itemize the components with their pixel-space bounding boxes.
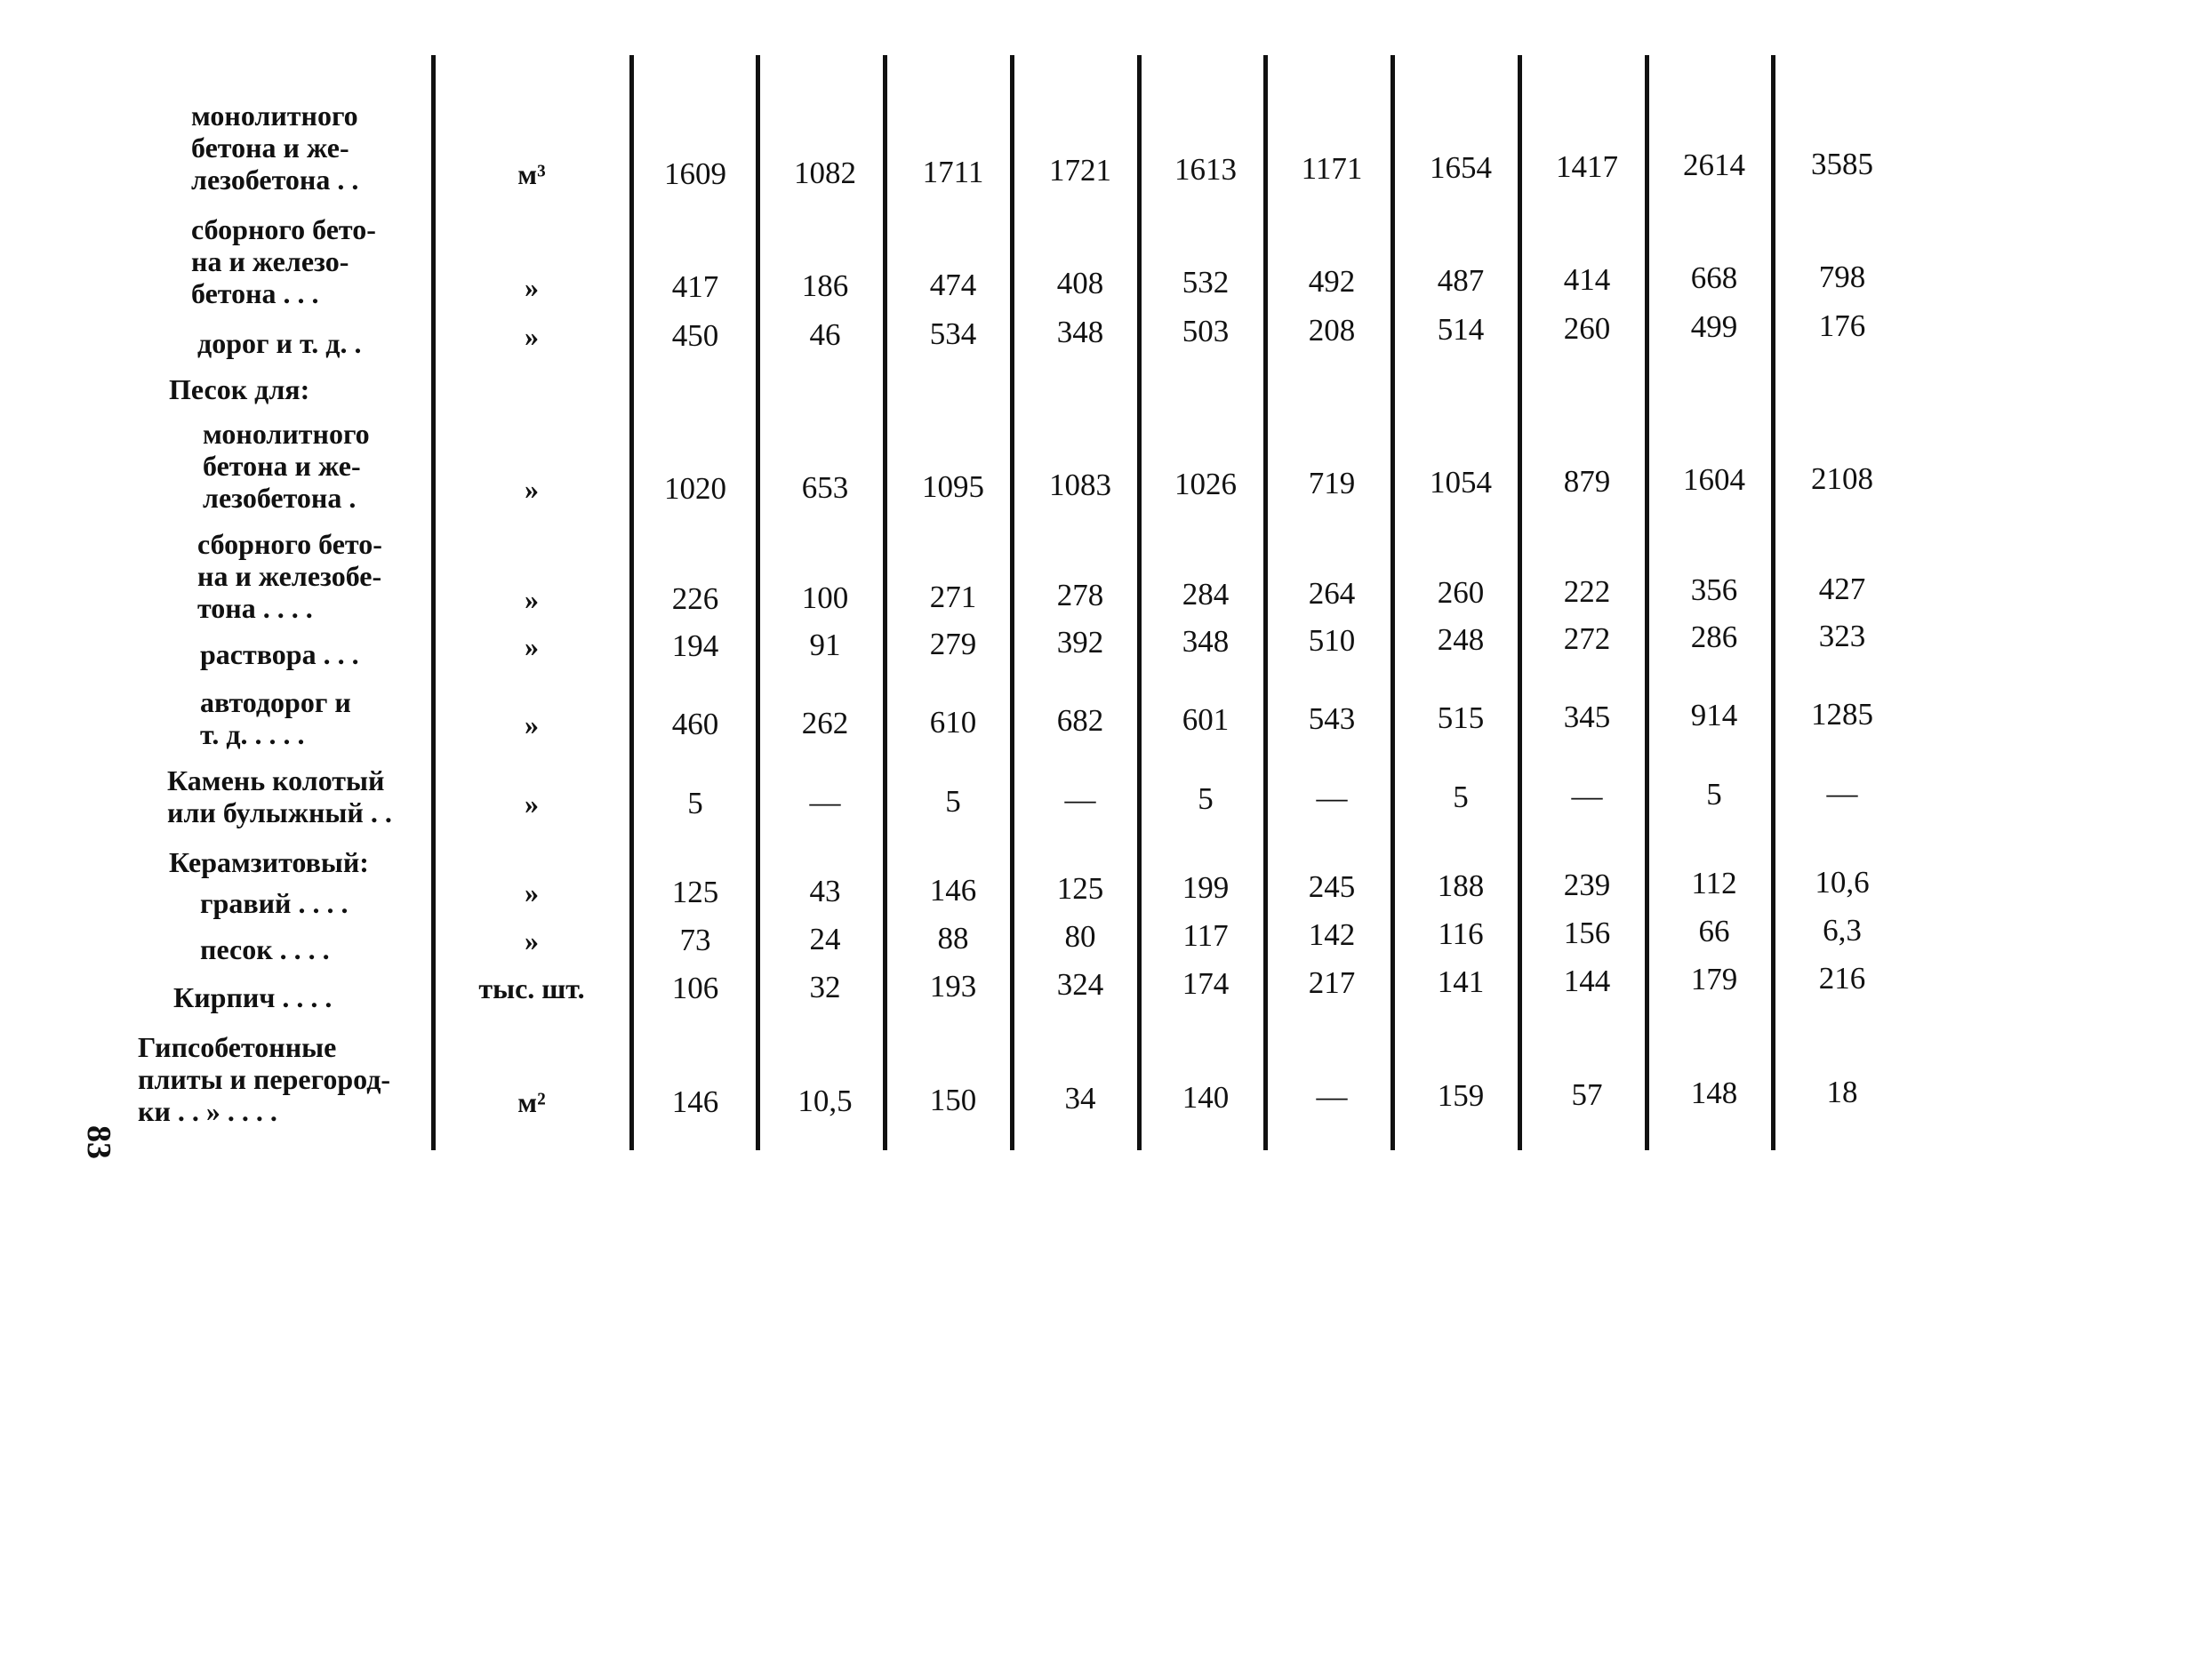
value-cell: 272 [1563, 621, 1611, 656]
row-label: Керамзитовый: [169, 846, 369, 878]
unit-cell: » [525, 708, 539, 740]
value-cell: 284 [1182, 577, 1230, 612]
value-cell: 348 [1056, 315, 1104, 349]
value-cell: 414 [1563, 262, 1611, 297]
value-cell: 260 [1437, 575, 1485, 610]
row-label: гравий . . . . [200, 887, 349, 919]
value-cell: 417 [671, 269, 719, 304]
value-cell: 1082 [794, 156, 856, 190]
value-cell: 1285 [1811, 697, 1873, 732]
value-cell: 216 [1818, 961, 1866, 996]
unit-cell: » [525, 473, 539, 505]
value-cell: — [809, 785, 841, 820]
value-cell: 450 [671, 318, 719, 353]
value-cell: 179 [1690, 962, 1738, 996]
value-cell: 5 [687, 786, 703, 820]
unit-cell: » [525, 788, 539, 820]
value-cell: 193 [929, 969, 977, 1004]
value-cell: 323 [1818, 619, 1866, 653]
value-cell: — [1316, 780, 1348, 815]
value-cell: 1721 [1049, 153, 1111, 188]
value-cell: 487 [1437, 263, 1485, 298]
row-label: бетона и же- [191, 132, 349, 164]
value-cell: 199 [1182, 870, 1230, 905]
value-cell: 156 [1563, 916, 1611, 950]
value-cell: 146 [671, 1084, 719, 1119]
value-cell: 1020 [664, 471, 726, 506]
value-cell: 279 [929, 627, 977, 661]
value-cell: 1171 [1301, 151, 1363, 186]
row-label: лезобетона . [203, 482, 357, 514]
value-cell: 24 [809, 922, 841, 956]
value-cell: 194 [671, 628, 719, 663]
value-cell: 73 [679, 923, 711, 957]
value-cell: 18 [1826, 1075, 1858, 1109]
value-cell: 91 [809, 628, 841, 662]
value-cell: 345 [1563, 700, 1611, 734]
row-label: песок . . . . [200, 933, 330, 965]
value-cell: 5 [1453, 780, 1469, 814]
value-cell: 142 [1308, 917, 1356, 952]
value-cell: 226 [671, 581, 719, 616]
row-label: автодорог и [200, 686, 351, 718]
column-rule [431, 55, 436, 1150]
value-cell: 601 [1182, 702, 1230, 737]
row-label: тона . . . . [197, 592, 313, 624]
value-cell: 1417 [1556, 149, 1618, 184]
value-cell: 10,5 [797, 1084, 853, 1118]
value-cell: 46 [809, 317, 841, 352]
value-cell: 174 [1182, 966, 1230, 1001]
value-cell: 10,6 [1815, 865, 1870, 900]
value-cell: 5 [1198, 781, 1214, 816]
value-cell: 260 [1563, 311, 1611, 346]
value-cell: 117 [1182, 918, 1229, 953]
value-cell: 798 [1818, 260, 1866, 294]
value-cell: 515 [1437, 700, 1485, 735]
value-cell: 286 [1690, 620, 1738, 654]
unit-cell: » [525, 924, 539, 956]
value-cell: 719 [1308, 466, 1356, 500]
value-cell: 208 [1308, 313, 1356, 348]
value-cell: — [1316, 1079, 1348, 1114]
value-cell: 186 [801, 268, 849, 303]
value-cell: 66 [1698, 914, 1730, 948]
value-cell: 34 [1064, 1081, 1096, 1116]
unit-cell: » [525, 583, 539, 615]
value-cell: 1654 [1430, 150, 1492, 185]
row-label: Камень колотый [167, 764, 385, 796]
value-cell: 112 [1691, 866, 1737, 900]
value-cell: 534 [929, 316, 977, 351]
value-cell: 245 [1308, 869, 1356, 904]
value-cell: 57 [1571, 1077, 1603, 1112]
value-cell: 239 [1563, 868, 1611, 902]
unit-cell: » [525, 320, 539, 352]
row-label: или булыжный . . [167, 796, 392, 828]
value-cell: 2614 [1683, 148, 1745, 182]
unit-cell: » [525, 271, 539, 303]
value-cell: 427 [1818, 572, 1866, 606]
value-cell: 271 [929, 580, 977, 614]
value-cell: 1609 [664, 156, 726, 191]
value-cell: 3585 [1811, 147, 1873, 181]
unit-cell: » [525, 630, 539, 662]
value-cell: 914 [1690, 698, 1738, 732]
value-cell: 1083 [1049, 468, 1111, 502]
row-label: сборного бето- [191, 213, 376, 245]
value-cell: 324 [1056, 967, 1104, 1002]
value-cell: 1095 [922, 469, 984, 504]
value-cell: 514 [1437, 312, 1485, 347]
row-label: Кирпич . . . . [173, 981, 333, 1013]
value-cell: 159 [1437, 1078, 1485, 1113]
value-cell: 492 [1308, 264, 1356, 299]
value-cell: 356 [1690, 572, 1738, 607]
value-cell: 222 [1563, 574, 1611, 609]
row-label: Гипсобетонные [138, 1031, 337, 1063]
value-cell: 262 [801, 706, 849, 740]
value-cell: — [1571, 779, 1603, 813]
row-label: на и железо- [191, 245, 349, 277]
value-cell: 543 [1308, 701, 1356, 736]
value-cell: 503 [1182, 314, 1230, 348]
unit-cell: тыс. шт. [478, 972, 585, 1004]
row-label: лезобетона . . [191, 164, 359, 196]
value-cell: 88 [937, 921, 969, 956]
row-label: ки . . » . . . . [138, 1095, 277, 1127]
unit-cell: м² [517, 1086, 546, 1118]
value-cell: 176 [1818, 308, 1866, 343]
value-cell: 150 [929, 1083, 977, 1117]
value-cell: 43 [809, 874, 841, 908]
value-cell: 125 [671, 875, 719, 909]
value-cell: 682 [1056, 703, 1104, 738]
row-label: дорог и т. д. . [197, 327, 362, 359]
row-label: раствора . . . [200, 638, 359, 670]
value-cell: 499 [1690, 309, 1738, 344]
value-cell: 32 [809, 970, 841, 1004]
row-label: сборного бето- [197, 528, 382, 560]
value-cell: 1613 [1174, 152, 1237, 187]
value-cell: — [1826, 776, 1858, 811]
value-cell: 217 [1308, 965, 1356, 1000]
value-cell: 879 [1563, 464, 1611, 499]
value-cell: 532 [1182, 265, 1230, 300]
value-cell: 5 [945, 784, 961, 819]
row-label: на и железобе- [197, 560, 382, 592]
value-cell: 610 [929, 705, 977, 740]
value-cell: 6,3 [1823, 913, 1862, 948]
value-cell: 348 [1182, 624, 1230, 659]
row-label: монолитного [191, 100, 358, 132]
value-cell: 1054 [1430, 465, 1492, 500]
value-cell: 100 [801, 580, 849, 615]
value-cell: 1711 [922, 155, 984, 189]
value-cell: 278 [1056, 578, 1104, 612]
row-label: монолитного [203, 418, 370, 450]
unit-cell: м³ [517, 158, 546, 190]
value-cell: 148 [1690, 1076, 1738, 1110]
row-label: плиты и перегород- [138, 1063, 391, 1095]
value-cell: 116 [1438, 916, 1484, 951]
value-cell: 141 [1437, 964, 1485, 999]
value-cell: 392 [1056, 625, 1104, 660]
row-label: Песок для: [169, 373, 310, 405]
value-cell: 408 [1056, 266, 1104, 300]
value-cell: 144 [1563, 964, 1611, 998]
value-cell: 1604 [1683, 462, 1745, 497]
value-cell: 80 [1064, 919, 1096, 954]
value-cell: 460 [671, 707, 719, 741]
value-cell: 653 [801, 470, 849, 505]
row-label: бетона . . . [191, 277, 319, 309]
value-cell: 248 [1437, 622, 1485, 657]
unit-cell: » [525, 876, 539, 908]
page-number: 83 [80, 1125, 117, 1159]
value-cell: 188 [1437, 868, 1485, 903]
value-cell: 140 [1182, 1080, 1230, 1115]
row-label: т. д. . . . . [200, 718, 305, 750]
value-cell: — [1064, 782, 1096, 817]
value-cell: 1026 [1174, 467, 1237, 501]
value-cell: 2108 [1811, 461, 1873, 496]
value-cell: 146 [929, 873, 977, 908]
value-cell: 106 [671, 971, 719, 1005]
row-label: бетона и же- [203, 450, 361, 482]
value-cell: 264 [1308, 576, 1356, 611]
value-cell: 474 [929, 268, 977, 302]
value-cell: 5 [1706, 777, 1722, 812]
value-cell: 510 [1308, 623, 1356, 658]
value-cell: 668 [1690, 260, 1738, 295]
value-cell: 125 [1056, 871, 1104, 906]
